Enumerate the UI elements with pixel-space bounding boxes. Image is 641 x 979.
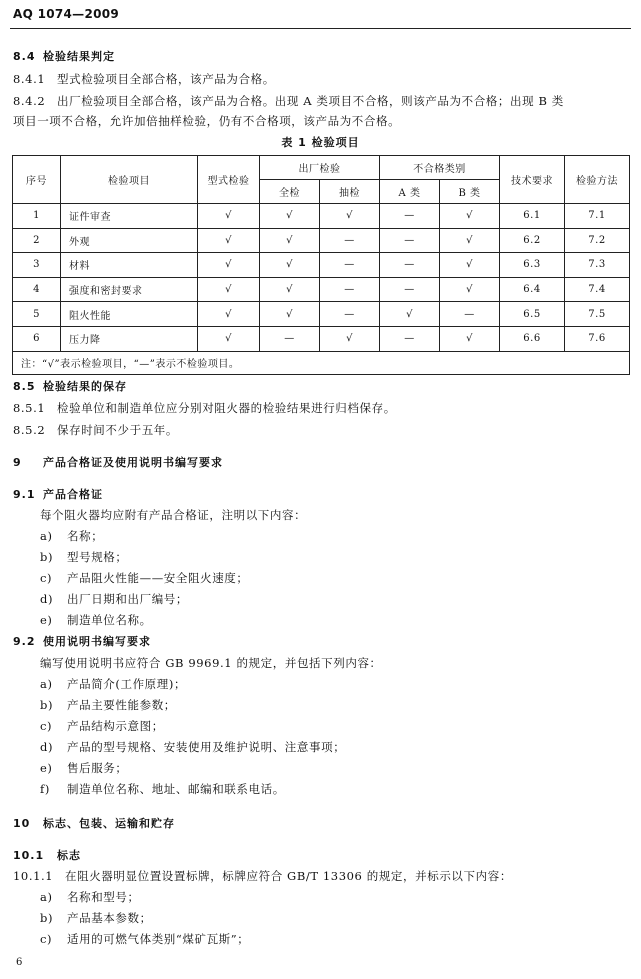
- cell-name: 阻火性能: [61, 302, 198, 327]
- cell-method: 7.5: [565, 302, 630, 327]
- table-row: [13, 253, 630, 278]
- list-text: 产品结构示意图；: [67, 719, 164, 733]
- cell-sample: √: [320, 326, 380, 351]
- cell-type: √: [198, 326, 260, 351]
- list-marker: b): [40, 698, 54, 712]
- header-class-a: A 类: [380, 180, 440, 204]
- header-full: 全检: [260, 180, 320, 204]
- list-marker: e): [40, 761, 53, 775]
- cell-req: 6.5: [500, 302, 565, 327]
- cell-req: 6.4: [500, 277, 565, 302]
- list-text: 产品的型号规格、安装使用及维护说明、注意事项；: [67, 740, 346, 754]
- cell-method: 7.6: [565, 326, 630, 351]
- list-marker: b): [40, 550, 54, 564]
- list-marker: a): [40, 529, 53, 543]
- cell-seq: 2: [13, 228, 61, 253]
- clause-8-4-1: 8.4.1 型式检验项目全部合格，该产品为合格。: [13, 72, 275, 86]
- list-marker: c): [40, 719, 53, 733]
- cell-sample: —: [320, 302, 380, 327]
- cell-seq: 5: [13, 302, 61, 327]
- list-text: 型号规格；: [67, 550, 128, 564]
- list-text: 出厂日期和出厂编号；: [67, 592, 188, 606]
- list-text: 制造单位名称。: [67, 613, 152, 627]
- list-marker: d): [40, 740, 54, 754]
- header-fail-class: 不合格类别: [380, 156, 500, 180]
- cell-full: √: [260, 277, 320, 302]
- section-8-4-heading: 8.4 检验结果判定: [13, 50, 115, 63]
- header-factory-test: 出厂检验: [260, 156, 380, 180]
- table-row: [13, 228, 630, 253]
- cell-b: √: [440, 277, 500, 302]
- table-row: [13, 204, 630, 229]
- table-row: [13, 277, 630, 302]
- list-text: 产品阻火性能——安全阻火速度；: [67, 571, 249, 585]
- header-method: 检验方法: [565, 156, 630, 204]
- list-text: 名称；: [67, 529, 104, 543]
- list-text: 适用的可燃气体类别“煤矿瓦斯”；: [67, 932, 250, 946]
- inspection-table: [12, 155, 630, 375]
- cell-b: √: [440, 326, 500, 351]
- table-caption: 表 1 检验项目: [281, 136, 360, 149]
- clause-8-5-1: 8.5.1 检验单位和制造单位应分别对阻火器的检验结果进行归档保存。: [13, 401, 396, 415]
- clause-10-1-1: 10.1.1 在阻火器明显位置设置标牌，标牌应符合 GB/T 13306 的规定，并标示以下内容：: [13, 869, 512, 883]
- clause-8-4-2-cont: 项目一项不合格，允许加倍抽样检验，仍有不合格项，该产品为不合格。: [13, 114, 401, 128]
- cell-b: —: [440, 302, 500, 327]
- cell-sample: —: [320, 228, 380, 253]
- cell-type: √: [198, 253, 260, 278]
- cell-method: 7.4: [565, 277, 630, 302]
- header-type-test: 型式检验: [198, 156, 260, 204]
- list-marker: f): [40, 782, 50, 796]
- section-9-1-list-item: [40, 591, 188, 607]
- header-item: 检验项目: [61, 156, 198, 204]
- list-marker: a): [40, 890, 53, 904]
- section-10-1-1-list-item: [40, 889, 140, 905]
- section-9-2-list-item: [40, 739, 345, 755]
- clause-8-5-2: 8.5.2 保存时间不少于五年。: [13, 423, 178, 437]
- cell-name: 证件审查: [61, 204, 198, 229]
- cell-full: √: [260, 204, 320, 229]
- page-number: 6: [16, 957, 23, 968]
- section-10-1-1-list-item: [40, 931, 249, 947]
- cell-name: 外观: [61, 228, 198, 253]
- section-9-1-intro: 每个阻火器均应附有产品合格证，注明以下内容：: [40, 508, 307, 522]
- section-9-1-list-item: [40, 570, 249, 586]
- header-sample: 抽检: [320, 180, 380, 204]
- cell-a: —: [380, 326, 440, 351]
- section-9-2-list-item: [40, 781, 285, 797]
- section-9-2-list-item: [40, 676, 186, 692]
- cell-a: —: [380, 253, 440, 278]
- cell-type: √: [198, 228, 260, 253]
- cell-type: √: [198, 302, 260, 327]
- list-marker: c): [40, 571, 53, 585]
- section-10-1-heading: 10.1 标志: [13, 849, 81, 862]
- list-text: 制造单位名称、地址、邮编和联系电话。: [67, 782, 285, 796]
- cell-req: 6.6: [500, 326, 565, 351]
- cell-full: —: [260, 326, 320, 351]
- cell-type: √: [198, 204, 260, 229]
- list-marker: b): [40, 911, 54, 925]
- cell-seq: 6: [13, 326, 61, 351]
- section-9-1-list-item: [40, 612, 152, 628]
- section-9-heading: 9 产品合格证及使用说明书编写要求: [13, 456, 223, 469]
- cell-seq: 4: [13, 277, 61, 302]
- list-text: 产品基本参数；: [67, 911, 152, 925]
- cell-req: 6.3: [500, 253, 565, 278]
- cell-b: √: [440, 253, 500, 278]
- cell-type: √: [198, 277, 260, 302]
- cell-full: √: [260, 253, 320, 278]
- section-8-5-heading: 8.5 检验结果的保存: [13, 380, 127, 393]
- section-9-2-heading: 9.2 使用说明书编写要求: [13, 635, 151, 648]
- list-text: 售后服务；: [67, 761, 128, 775]
- section-9-1-list-item: [40, 549, 128, 565]
- section-9-2-list-item: [40, 760, 128, 776]
- cell-full: √: [260, 302, 320, 327]
- table-note: 注：“√”表示检验项目，“—”表示不检验项目。: [13, 351, 630, 374]
- cell-req: 6.2: [500, 228, 565, 253]
- cell-req: 6.1: [500, 204, 565, 229]
- cell-method: 7.3: [565, 253, 630, 278]
- cell-sample: —: [320, 253, 380, 278]
- list-text: 名称和型号；: [67, 890, 140, 904]
- section-9-1-heading: 9.1 产品合格证: [13, 488, 103, 501]
- cell-name: 压力降: [61, 326, 198, 351]
- header-rule: [10, 28, 631, 29]
- section-9-2-list-item: [40, 718, 164, 734]
- header-seq: 序号: [13, 156, 61, 204]
- cell-method: 7.1: [565, 204, 630, 229]
- list-marker: c): [40, 932, 53, 946]
- cell-sample: √: [320, 204, 380, 229]
- cell-a: —: [380, 228, 440, 253]
- list-text: 产品主要性能参数；: [67, 698, 176, 712]
- list-marker: d): [40, 592, 54, 606]
- cell-a: √: [380, 302, 440, 327]
- standard-code: AQ 1074—2009: [13, 7, 120, 21]
- cell-name: 材料: [61, 253, 198, 278]
- cell-sample: —: [320, 277, 380, 302]
- table-row: [13, 302, 630, 327]
- cell-a: —: [380, 277, 440, 302]
- cell-seq: 1: [13, 204, 61, 229]
- cell-b: √: [440, 228, 500, 253]
- cell-b: √: [440, 204, 500, 229]
- section-9-2-list-item: [40, 697, 176, 713]
- list-marker: e): [40, 613, 53, 627]
- cell-a: —: [380, 204, 440, 229]
- section-9-2-intro: 编写使用说明书应符合 GB 9969.1 的规定，并包括下列内容：: [40, 656, 382, 670]
- cell-full: √: [260, 228, 320, 253]
- header-class-b: B 类: [440, 180, 500, 204]
- section-10-heading: 10 标志、包装、运输和贮存: [13, 817, 175, 830]
- list-marker: a): [40, 677, 53, 691]
- header-tech-req: 技术要求: [500, 156, 565, 204]
- section-9-1-list-item: [40, 528, 103, 544]
- clause-8-4-2: 8.4.2 出厂检验项目全部合格，该产品为合格。出现 A 类项目不合格，则该产品为不合格；出现 B 类: [13, 94, 564, 108]
- list-text: 产品简介(工作原理)；: [67, 677, 187, 691]
- section-10-1-1-list-item: [40, 910, 152, 926]
- cell-method: 7.2: [565, 228, 630, 253]
- table-row: [13, 326, 630, 351]
- cell-seq: 3: [13, 253, 61, 278]
- cell-name: 强度和密封要求: [61, 277, 198, 302]
